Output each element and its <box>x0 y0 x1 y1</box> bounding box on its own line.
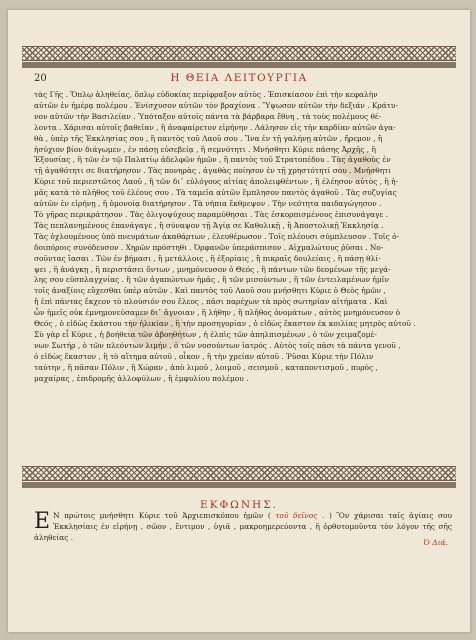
text-line: λης σου εὐσπλαγχνίας . ἢ τῶν ἀγαπώντων ἡμᾶς , ἢ τῶν μισούντων , ἢ τῶν ἐντειλαμένων ἡμῖν <box>34 275 390 285</box>
middle-ornament-rule <box>22 482 456 488</box>
text-line: αὐτῶν ἐν ἡμέρᾳ πολέμου . Ἐνίσχυσον αὐτῶν τὸν βραχίονα . Ὕψωσον αὐτῶν τὴν δεξιάν . Κράτυ- <box>34 100 398 110</box>
running-title: Η ΘΕΙΑ ΛΕΙΤΟΥΡΓΙΑ <box>170 72 308 84</box>
text-line: σοῦντας ἴασαι . Τῶν ἐν βήμασι , ἢ μετάλλοις , ἢ ἐξορίαις , ἢ πικραῖς δουλείαις , ἢ πάσῃ θλί- <box>34 253 381 263</box>
text-line: τὰς Γῆς . Ὅπλῳ ἀληθείας, ὅπλῳ εὐδοκίας περίφραξον αὐτὸς . Ἐπισκίασον ἐπὶ τὴν κεφαλὴν <box>34 90 378 99</box>
text-line: αὐτῶν ἐν εἰρήνῃ , ἢ ὁμονοίᾳ διατήρησον . Τὰ νήπια ἔκθρεψον . Τὴν νεότητα παιδαγώγησον . <box>34 199 382 209</box>
text-line: θὰ , ὑπὲρ τῆς Ἐκκλησίας σου , ἢ παντὸς τοῦ Λαοῦ σου . Ἵνα ἐν τῇ γαλήνῃ αὐτῶν , ἤρεμον , ἢ <box>34 133 383 143</box>
top-ornament-rule <box>22 62 456 68</box>
middle-ornament-band <box>22 466 456 481</box>
text-line: μαχαίρας , ἐπιδρομῆς ἀλλοφύλων , ἢ ἐμφυλίου πολέμου . <box>34 373 249 383</box>
liturgy-text <box>34 90 452 384</box>
text-line: ὧν ἡμεῖς οὐκ ἐμνημονεύσαμεν δι᾿ ἄγνοιαν , ἢ λήθην , ἢ πλῆθος ὀνομάτων , αὐτὸς μνημόνευσον ὁ <box>34 308 401 318</box>
text-line: Ἐξουσίας , ἢ τῶν ἐν τῷ Παλατίῳ ἀδελφῶν ἡμῶν , ἢ παντὸς τοῦ Στρατοπέδου . Τὰς ἀγαθοὺς ἐν <box>34 155 391 165</box>
ekphonesis-text-continued: ) Ὃν χάρισαι ταῖς ἁγίαις σου Ἐκκλησίαις ἐν εἰρήνῃ , σῶον , ἔντιμον , ὑγιᾶ , μακροημερεύοντα , ἢ ὀρθοτομοῦντα τὸν λόγον τῆς σῆς ἀληθείας . <box>34 511 452 542</box>
text-line: δοιπόροις συνόδευσον . Χηρῶν πρόστηθι . Ὀρφανῶν ὑπεράσπισον . Αἰχμαλώτους ῥῦσαι . Νο- <box>34 242 384 252</box>
text-line: νον αὐτῶν τὴν Βασιλείαν . Ὑπόταξον αὐτοῖς πάντα τὰ βάρβαρα ἔθνη , τὰ τοὺς πολέμους θέ- <box>34 111 382 121</box>
text-line: ψει , ἢ ἀνάγκῃ , ἢ περιστάσει ὄντων , μνημόνευσον ὁ Θεός , ἢ πάντων τῶν δεομένων τῆς μεγά- <box>34 264 391 274</box>
text-line: Θεός , ὁ εἰδὼς ἕκάστου τὴν ἡλικίαν , ἢ τὴν προσηγορίαν , ὁ εἰδὼς ἕκαστον ἐκ κοιλίας μητρὸς αὐτοῦ . <box>34 319 416 329</box>
section-title: ΕΚΦΩΝΗΣ. <box>200 499 278 511</box>
text-line: ἢ ἐπὶ πάντας ἔκχεον τὸ πλούσιόν σου ἔλεος , πᾶσι παρέχων τὰ πρὸς σωτηρίαν αἰτήματα . Καὶ <box>34 297 388 307</box>
text-line: Τὰς πεπλανημένους ἐπανάγαγε , ἢ σύναψον τῇ Ἁγίᾳ σε Καθολικῇ , ἢ Ἀποστολικῇ Ἐκκλησίᾳ . <box>34 220 384 230</box>
text-line: Τὸ γῆρας περικράτησον . Τὰς ὀλιγοψύχους παραμύθησαι . Τὰς ἐσκορπισμένους ἐπισυνάγαγε . <box>34 209 388 219</box>
book-page <box>8 10 470 632</box>
text-line: τοῖς ἀναξίοις εὔχεσθαι ὑπὲρ αὐτῶν . Καὶ παντὸς τοῦ Λαοῦ σου μνήσθητι Κύριε ὁ Θεὸς ἡμῶν , <box>34 286 386 296</box>
ekphonesis-paragraph <box>34 510 452 543</box>
ekphonesis-text: Ν πρώτοις μνήσθητι Κύριε τοῦ Ἀρχιεπισκόπου ἡμῶν ( <box>53 511 271 520</box>
text-line: Κύριε τοῦ περιεστῶτος Λαοῦ , ἢ τῶν δι᾿ εὐλόγους αἰτίας ἀπολειφθέντων , ἢ ἐλέησον αὐτὸς , ἢ ἡ- <box>34 177 399 187</box>
text-line: τῇ ἀγαθότητι σε διατήρησον . Τὰς πονηρὰς , ἀγαθὰς ποίησον ἐν τῇ χρηστότητί σου . Μνήσθητι <box>34 166 392 176</box>
top-ornament-band <box>22 46 456 61</box>
rubric-text: τοῦ δεῖνος . <box>275 511 325 520</box>
text-line: νων Σωτήρ , ὁ τῶν πλεόντων λιμήν , ὁ τῶν νοσούντων ἰατρός . Αὐτὸς τοῖς πᾶσι τὰ πάντα γενοῦ , <box>34 340 401 350</box>
text-line: ἡσύχιον βίον διάγωμεν , ἐν πάσῃ εὐσεβείᾳ , ἢ σεμνότητι . Μνήσθητι Κύριε πάσης Ἀρχῆς , ἢ <box>34 144 376 154</box>
drop-cap: Ε <box>34 509 51 534</box>
page-number: 20 <box>34 73 47 84</box>
text-line: Σὺ γὰρ εἶ Κύριε , ἡ βοήθεια τῶν ἀβοηθήτων , ἡ ἐλπὶς τῶν ἀπηλπισμένων , ὁ τῶν χειμαζομέ- <box>34 329 377 339</box>
text-line: ταύτην , ἢ πᾶσαν Πόλιν , ἢ Χώραν , ἀπὸ λιμοῦ , λοιμοῦ , σεισμοῦ , καταποντισμοῦ , πυρὸς , <box>34 362 378 372</box>
text-line: ὁ εἰδὼς ἕκαστον , ἢ τὸ αἴτημα αὐτοῦ , οἶκον , ἢ τὴν χρείαν αὐτοῦ . Ῥῦσαι Κύριε τὴν Πόλιν <box>34 351 374 361</box>
text-line: μᾶς κατὰ τὸ πλῆθος τοῦ ἐλέους σου . Τὰ ταμεῖα αὐτῶν ἔμπλησον παντὸς ἀγαθοῦ . Τὰς συζυγίας <box>34 188 397 198</box>
text-line: λοντα . Χάρισαι αὐτοῖς βαθεῖαν , ἢ ἀναφαίρετον εἰρήνην . Λάλησον εἰς τὴν καρδίαν αὐτῶν ἀγα- <box>34 122 396 132</box>
closing-rubric: Ὁ Διά. <box>423 538 448 547</box>
text-line: Τὰς ὀχλουμένους ὑπὸ πνευμάτων ἀκαθάρτων , ἐλευθέρωσον . Τοῖς πλέουσι σύμπλευσον . Τοῖς ὁ- <box>34 231 400 241</box>
